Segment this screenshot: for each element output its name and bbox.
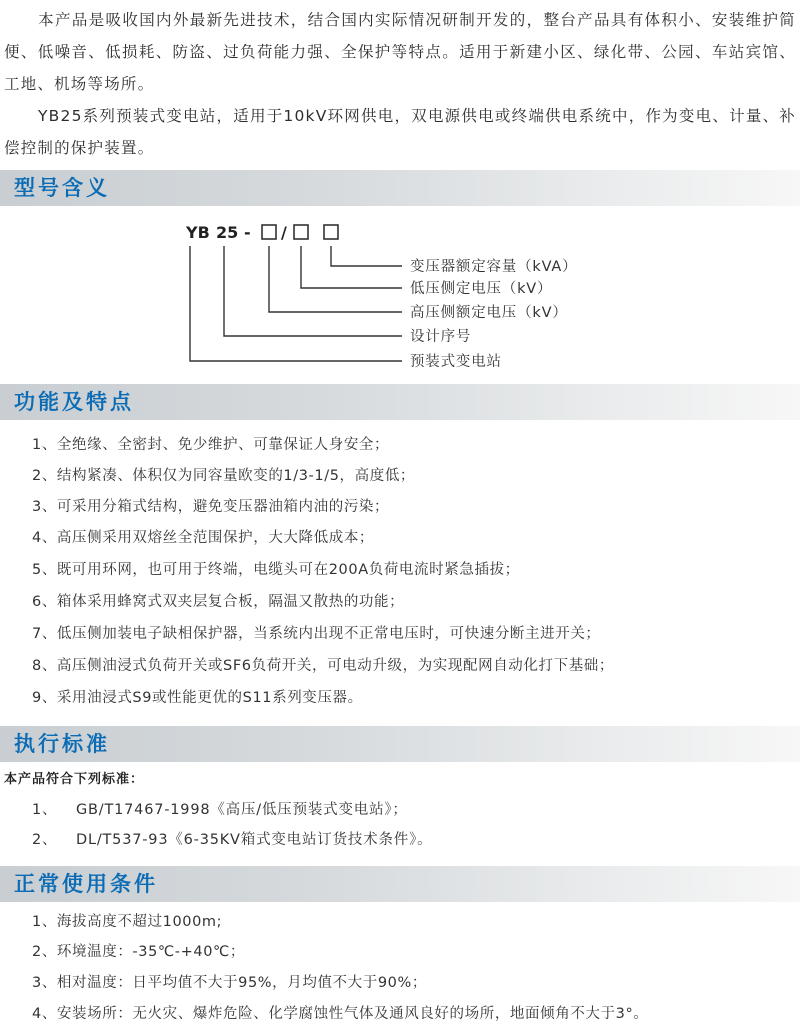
code-box-lv bbox=[294, 225, 308, 239]
model-code-diagram bbox=[0, 218, 800, 378]
leader-prefix bbox=[190, 246, 402, 361]
intro-paragraph-2 bbox=[4, 100, 796, 164]
condition-item-1: 1、海拔高度不超过1000m; bbox=[32, 914, 223, 930]
section-header-model bbox=[0, 170, 800, 206]
label-hv-voltage: 高压侧额定电压（kV） bbox=[410, 305, 568, 321]
feature-item-1: 1、全绝缘、全密封、免少维护、可靠保证人身安全； bbox=[32, 437, 390, 453]
section-header-conditions bbox=[0, 866, 800, 902]
standard-item-2-num: 2、 bbox=[32, 832, 58, 848]
section-header-features bbox=[0, 384, 800, 420]
condition-item-3: 3、相对温度：日平均值不大于95%，月均值不大于90%； bbox=[32, 975, 427, 991]
label-capacity: 变压器额定容量（kVA） bbox=[410, 259, 578, 275]
leader-capacity bbox=[331, 246, 402, 266]
code-series: 25 bbox=[216, 223, 239, 242]
intro-paragraph-1 bbox=[4, 4, 796, 100]
section-title-model: 型号含义 bbox=[14, 176, 110, 200]
label-prefab-substation: 预装式变电站 bbox=[410, 354, 502, 370]
intro-paragraph-2-text: YB25系列预装式变电站，适用于10kV环网供电，双电源供电或终端供电系统中，作为变电、计量、补偿控制的保护装置。 bbox=[4, 107, 796, 157]
code-box-hv bbox=[262, 225, 276, 239]
code-dash: - bbox=[244, 223, 251, 242]
standard-item-1-num: 1、 bbox=[32, 802, 58, 818]
standard-item-2-text: DL/T537-93《6-35KV箱式变电站订货技术条件》。 bbox=[76, 832, 433, 848]
feature-item-6: 6、箱体采用蜂窝式双夹层复合板，隔温又散热的功能； bbox=[32, 594, 405, 610]
standards-intro: 本产品符合下列标准： bbox=[4, 772, 145, 787]
feature-item-8: 8、高压侧油浸式负荷开关或SF6负荷开关，可电动升级，为实现配网自动化打下基础； bbox=[32, 658, 614, 674]
leader-series bbox=[224, 246, 402, 336]
code-slash: / bbox=[281, 223, 287, 242]
leader-hv bbox=[269, 246, 402, 312]
standard-item-1-text: GB/T17467-1998《高压/低压预装式变电站》； bbox=[76, 802, 408, 818]
label-lv-voltage: 低压侧定电压（kV） bbox=[410, 281, 553, 297]
section-title-features: 功能及特点 bbox=[14, 390, 134, 414]
code-prefix: YB bbox=[186, 223, 210, 242]
standard-item-2 bbox=[32, 828, 432, 849]
feature-item-3: 3、可采用分箱式结构，避免变压器油箱内油的污染； bbox=[32, 499, 390, 515]
feature-item-7: 7、低压侧加装电子缺相保护器，当系统内出现不正常电压时，可快速分断主进开关； bbox=[32, 626, 601, 642]
feature-item-4: 4、高压侧采用双熔丝全范围保护，大大降低成本； bbox=[32, 530, 375, 546]
leader-lv bbox=[301, 246, 402, 288]
feature-item-5: 5、既可用环网，也可用于终端，电缆头可在200A负荷电流时紧急插拔； bbox=[32, 562, 520, 578]
section-title-standards: 执行标准 bbox=[14, 732, 110, 756]
section-header-standards bbox=[0, 726, 800, 762]
intro-paragraph-1-text: 本产品是吸收国内外最新先进技术，结合国内实际情况研制开发的，整台产品具有体积小、安装维护简便、低噪音、低损耗、防盗、过负荷能力强、全保护等特点。适用于新建小区、绿化带、公园、车站宾馆、工地、机场等场所。 bbox=[4, 11, 796, 93]
standard-item-1 bbox=[32, 798, 408, 819]
condition-item-4: 4、安装场所：无火灾、爆炸危险、化学腐蚀性气体及通风良好的场所，地面倾角不大于3°。 bbox=[32, 1006, 649, 1022]
feature-item-2: 2、结构紧凑、体积仅为同容量欧变的1/3-1/5，高度低； bbox=[32, 468, 416, 484]
label-design-serial: 设计序号 bbox=[410, 329, 472, 345]
feature-item-9: 9、采用油浸式S9或性能更优的S11系列变压器。 bbox=[32, 690, 363, 706]
section-title-conditions: 正常使用条件 bbox=[14, 872, 158, 896]
code-box-capacity bbox=[324, 225, 338, 239]
leader-lines bbox=[190, 246, 402, 361]
condition-item-2: 2、环境温度：-35℃-+40℃； bbox=[32, 944, 246, 960]
